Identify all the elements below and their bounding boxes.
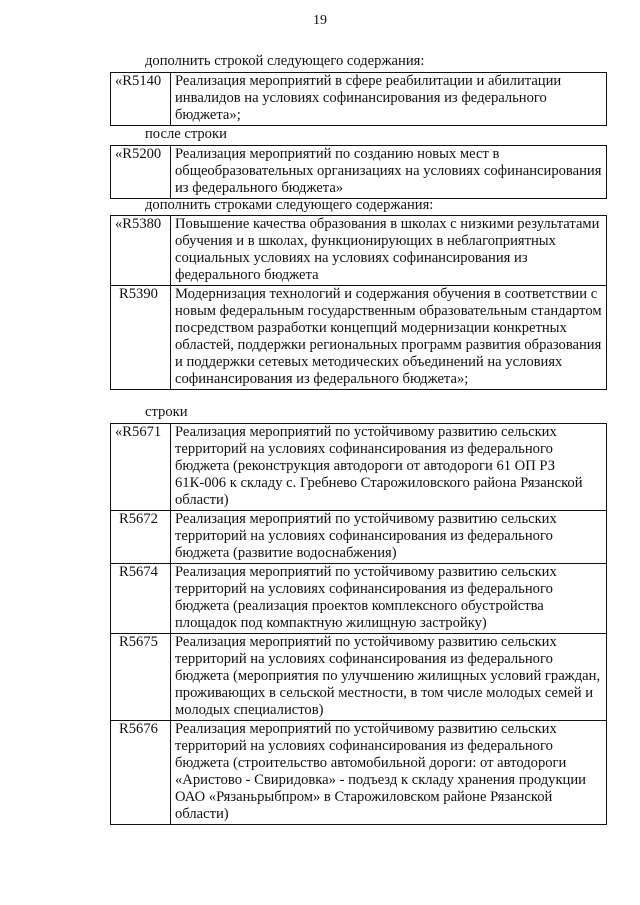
budget-description: Реализация мероприятий в сфере реабилитации и абилитации инвалидов на условиях софинансирования из федерального бюджета»;	[171, 73, 607, 126]
budget-description: Реализация мероприятий по устойчивому развитию сельских территорий на условиях софинансирования из федерального бюджета (реконструкция автодороги от автодороги 61 ОП РЗ 61К-006 к складу с. Гребнево Старожиловского района Рязанской области)	[171, 424, 607, 511]
table-row	[111, 564, 607, 634]
budget-code: R5390	[111, 286, 171, 390]
table-row	[111, 721, 607, 825]
section-intro: дополнить строками следующего содержания:	[145, 197, 434, 213]
budget-description: Реализация мероприятий по созданию новых мест в общеобразовательных организациях на условиях софинансирования из федерального бюджета»	[171, 146, 607, 199]
budget-description: Реализация мероприятий по устойчивому развитию сельских территорий на условиях софинансирования из федерального бюджета (строительство автомобильной дороги: от автодороги «Аристово - Свиридовка» - подъезд к складу хранения продукции ОАО «Рязаньрыбпром» в Старожиловском районе Рязанской области)	[171, 721, 607, 825]
budget-code: «R5140	[111, 73, 171, 126]
section-intro: после строки	[145, 126, 227, 142]
budget-description: Реализация мероприятий по устойчивому развитию сельских территорий на условиях софинансирования из федерального бюджета (развитие водоснабжения)	[171, 511, 607, 564]
code-table	[110, 72, 607, 126]
budget-description: Повышение качества образования в школах с низкими результатами обучения и в школах, функционирующих в неблагоприятных социальных условиях на условиях софинансирования из федерального бюджета	[171, 216, 607, 286]
section-intro: дополнить строкой следующего содержания:	[145, 53, 425, 69]
table-row	[111, 146, 607, 199]
table-row	[111, 511, 607, 564]
budget-code: R5676	[111, 721, 171, 825]
table-row	[111, 424, 607, 511]
budget-code: R5672	[111, 511, 171, 564]
code-table	[110, 145, 607, 199]
code-table	[110, 215, 607, 390]
budget-code: R5674	[111, 564, 171, 634]
code-table	[110, 423, 607, 825]
budget-description: Модернизация технологий и содержания обучения в соответствии с новым федеральным государственным образовательным стандартом посредством разработки концепций модернизации конкретных областей, поддержки региональных программ развития образования и поддержки сетевых методических объединений на условиях софинансирования из федерального бюджета»;	[171, 286, 607, 390]
table-row	[111, 634, 607, 721]
budget-description: Реализация мероприятий по устойчивому развитию сельских территорий на условиях софинансирования из федерального бюджета (мероприятия по улучшению жилищных условий граждан, проживающих в сельской местности, в том числе молодых семей и молодых специалистов)	[171, 634, 607, 721]
section-intro: строки	[145, 404, 188, 420]
budget-code: R5675	[111, 634, 171, 721]
page-number: 19	[313, 13, 327, 28]
table-row	[111, 216, 607, 286]
budget-code: «R5200	[111, 146, 171, 199]
budget-description: Реализация мероприятий по устойчивому развитию сельских территорий на условиях софинансирования из федерального бюджета (реализация проектов комплексного обустройства площадок под компактную жилищную застройку)	[171, 564, 607, 634]
table-row	[111, 73, 607, 126]
budget-code: «R5671	[111, 424, 171, 511]
budget-code: «R5380	[111, 216, 171, 286]
table-row	[111, 286, 607, 390]
